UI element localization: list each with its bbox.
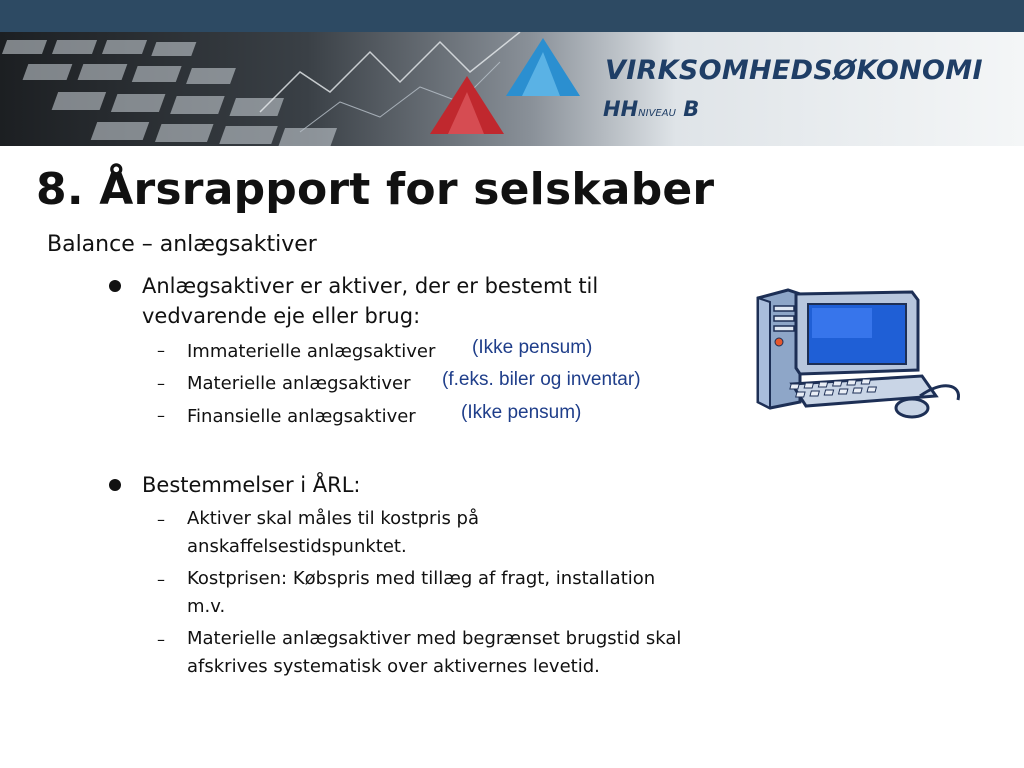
bullet-1 (142, 271, 702, 331)
dash: – (157, 570, 165, 589)
bullet-1-line2: vedvarende eje eller brug: (142, 304, 421, 328)
note-3: (Ikke pensum) (461, 402, 582, 423)
sub-item-3: Finansielle anlægsaktiver (187, 406, 416, 427)
header-banner (0, 32, 1024, 146)
bullet-dot (109, 280, 121, 292)
rule-item-1-line2: anskaffelsestidspunktet. (187, 536, 407, 557)
slide-title: 8. Årsrapport for selskaber (36, 164, 715, 215)
sub-item-1: Immaterielle anlægsaktiver (187, 341, 436, 362)
brand-niveau: NIVEAU (638, 108, 676, 119)
rule-item-2 (187, 565, 787, 621)
note-2: (f.eks. biler og inventar) (442, 369, 641, 390)
rule-item-3-line1: Materielle anlægsaktiver med begrænset brugstid skal (187, 628, 682, 649)
note-1: (Ikke pensum) (472, 337, 593, 358)
dash: – (157, 374, 165, 393)
sub-item-2: Materielle anlægsaktiver (187, 373, 411, 394)
computer-clipart (752, 284, 967, 426)
dash: – (157, 510, 165, 529)
dash: – (157, 630, 165, 649)
triangle-logo (430, 38, 580, 134)
rule-item-3 (187, 625, 787, 681)
rule-item-1-line1: Aktiver skal måles til kostpris på (187, 508, 480, 529)
brand-subtitle (603, 97, 699, 121)
bullet-1-line1: Anlægsaktiver er aktiver, der er bestemt til (142, 274, 599, 298)
dash: – (157, 406, 165, 425)
slide-subtitle: Balance – anlægsaktiver (47, 232, 317, 257)
brand-hh: HH (603, 97, 639, 121)
bullet-2-line1: Bestemmelser i ÅRL: (142, 473, 361, 497)
top-bar (0, 0, 1024, 32)
rule-item-3-line2: afskrives systematisk over aktivernes levetid. (187, 656, 600, 677)
brand-title: VIRKSOMHEDSØKONOMI (605, 55, 983, 86)
bullet-dot (109, 479, 121, 491)
dash: – (157, 341, 165, 360)
rule-item-2-line2: m.v. (187, 596, 226, 617)
brand-level: B (683, 97, 700, 121)
keyboard-banner-image (0, 32, 1024, 146)
bullet-2 (142, 470, 361, 500)
rule-item-1 (187, 505, 787, 561)
rule-item-2-line1: Kostprisen: Købspris med tillæg af fragt, installation (187, 568, 656, 589)
